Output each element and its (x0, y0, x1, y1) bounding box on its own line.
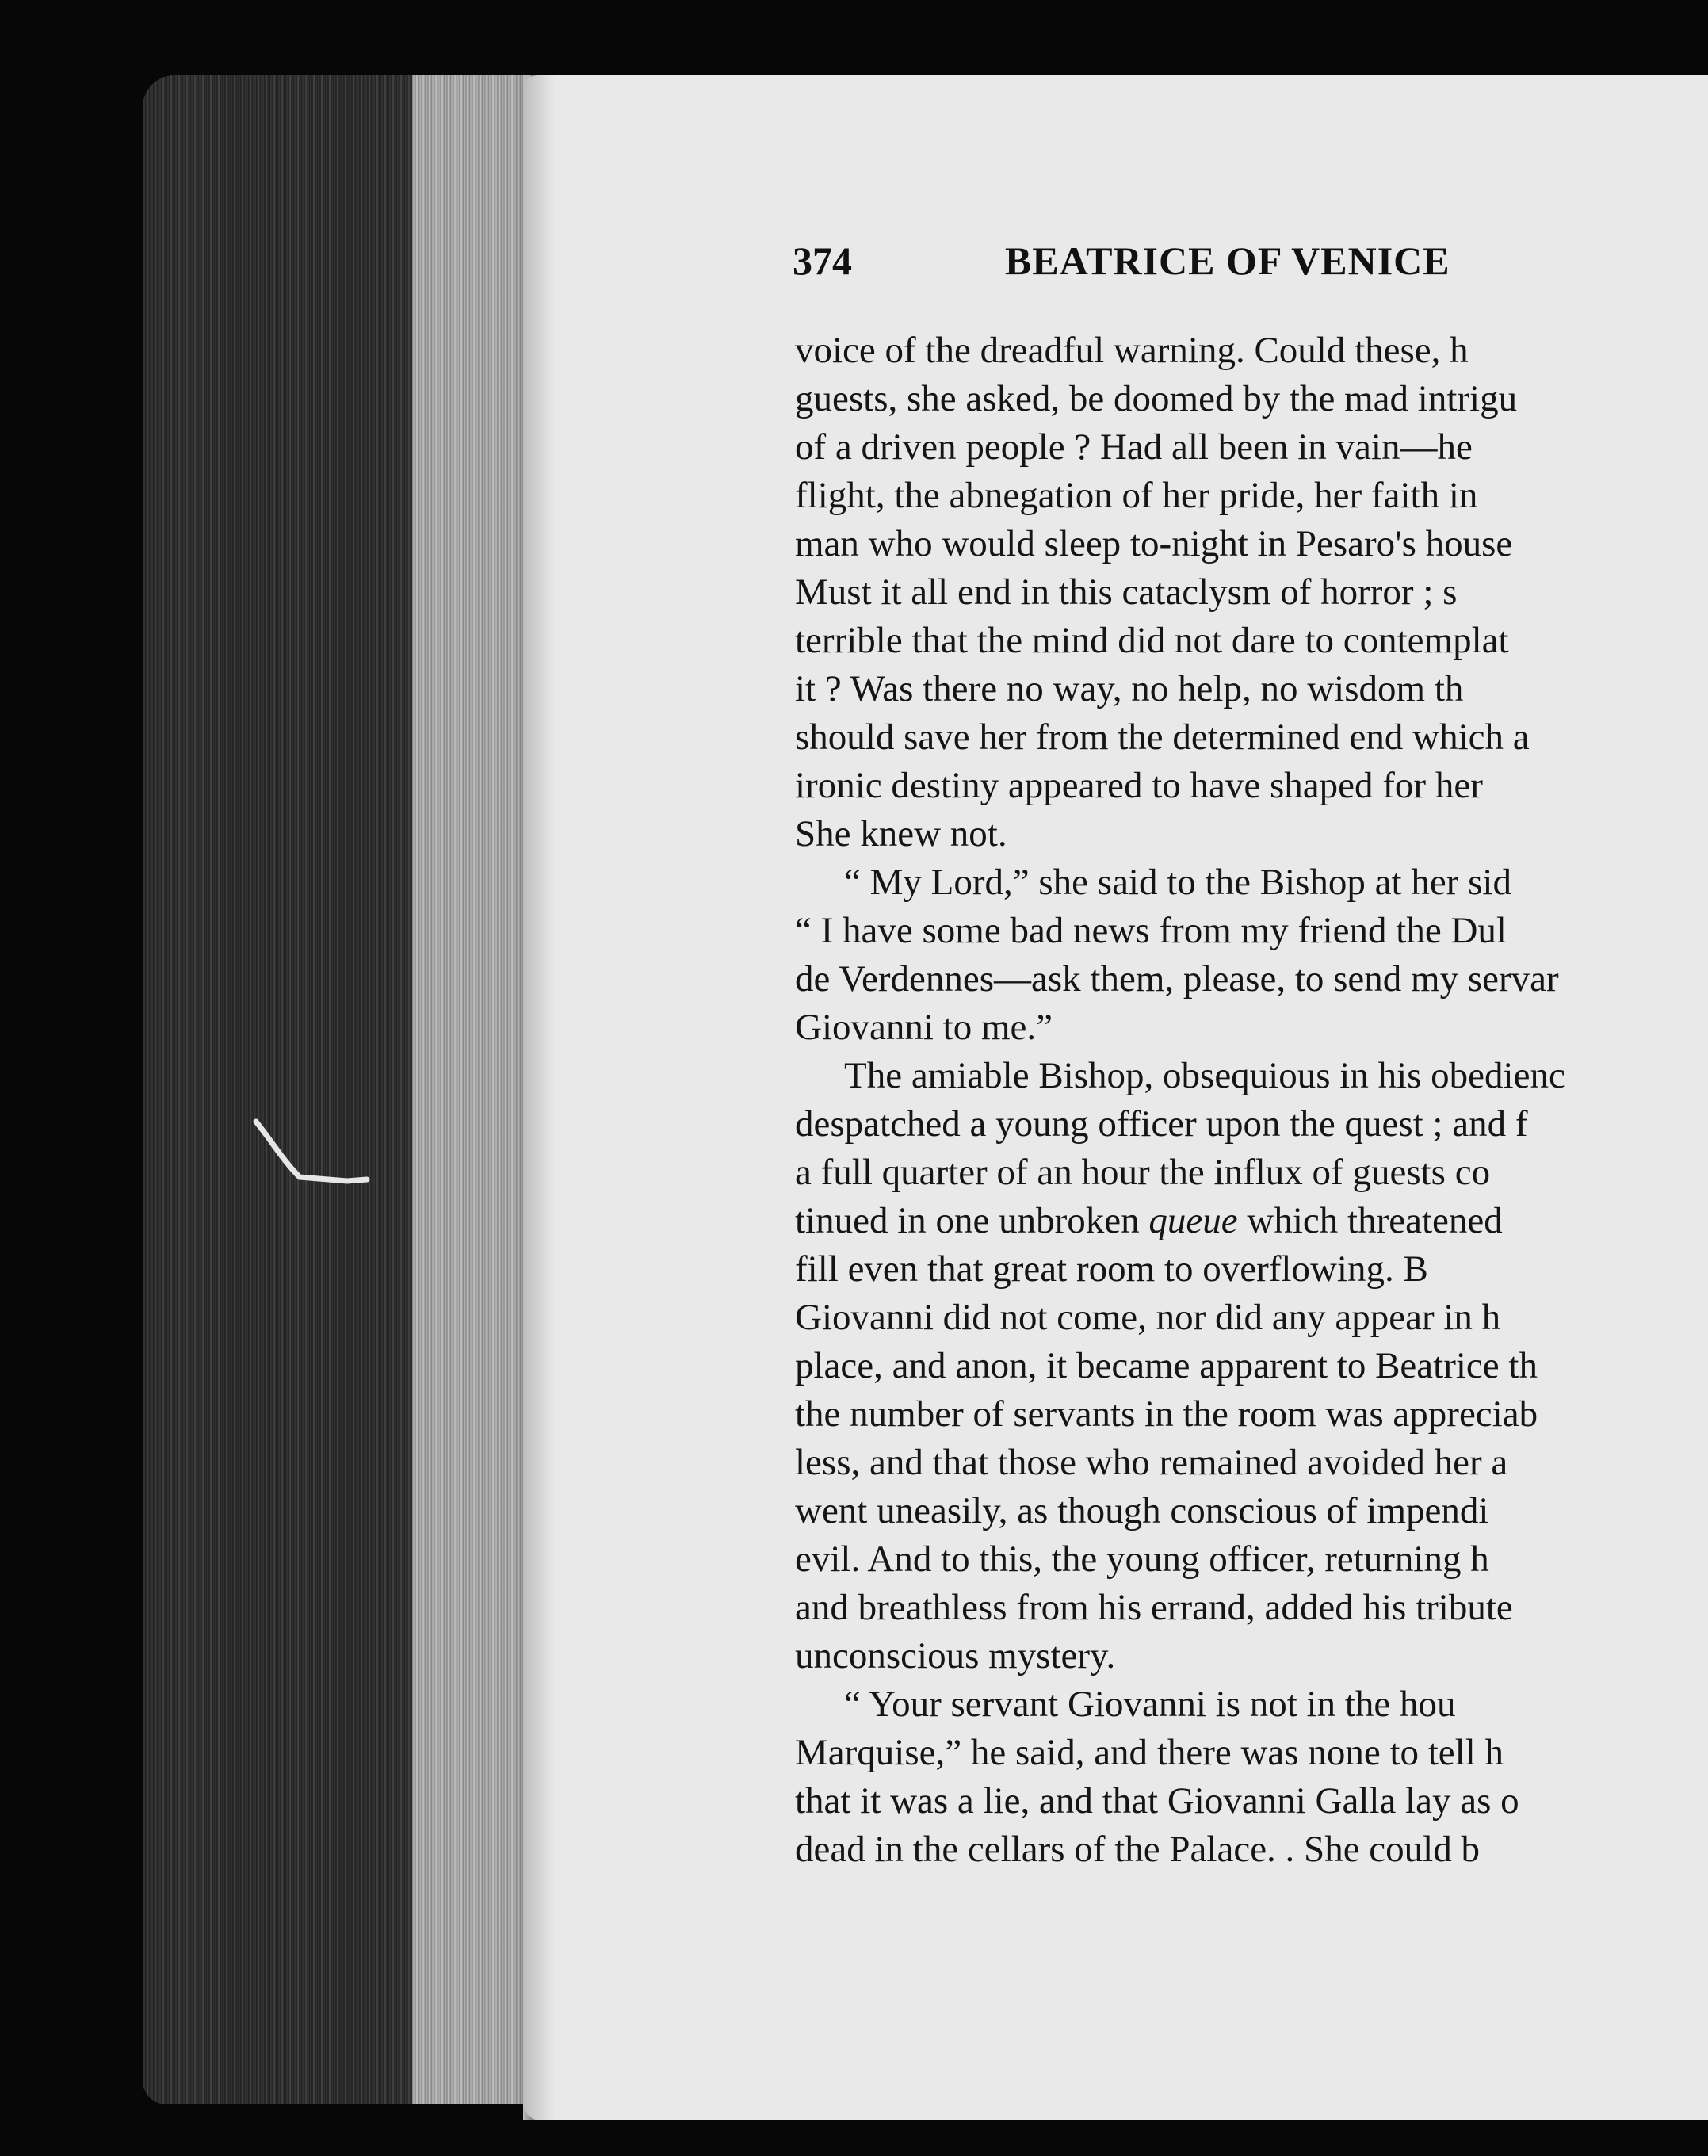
text-line: and breathless from his errand, added his tribute (795, 1587, 1513, 1628)
text-line: a full quarter of an hour the influx of guests co (795, 1152, 1491, 1193)
running-title: BEATRICE OF VENICE (1005, 239, 1450, 283)
text-line: it ? Was there no way, no help, no wisdom th (795, 668, 1464, 709)
text-fragment: tinued in one unbroken (795, 1200, 1140, 1241)
text-line: dead in the cellars of the Palace. . She could b (795, 1829, 1480, 1870)
text-line: the number of servants in the room was appreciab (795, 1393, 1538, 1435)
text-line: evil. And to this, the young officer, returning h (795, 1539, 1489, 1580)
page-number: 374 (793, 239, 852, 283)
text-line: Marquise,” he said, and there was none to tell h (795, 1732, 1504, 1773)
text-line: flight, the abnegation of her pride, her faith in (795, 475, 1478, 516)
text-line: of a driven people ? Had all been in vain—he (795, 426, 1473, 468)
text-line: ironic destiny appeared to have shaped for her (795, 765, 1483, 806)
text-line: Must it all end in this cataclysm of horror ; s (795, 571, 1458, 613)
text-line: “ I have some bad news from my friend the Dul (795, 910, 1507, 951)
page-header (793, 238, 1708, 285)
italic-word: queue (1148, 1200, 1238, 1241)
text-line: de Verdennes—ask them, please, to send my servar (795, 958, 1559, 1000)
text-line: fill even that great room to overflowing. B (795, 1248, 1428, 1290)
text-line: voice of the dreadful warning. Could these, h (795, 330, 1469, 371)
text-line: that it was a lie, and that Giovanni Galla lay as o (795, 1780, 1519, 1822)
body-text (795, 327, 1708, 2070)
text-line: “ My Lord,” she said to the Bishop at her sid (844, 862, 1511, 903)
text-line: despatched a young officer upon the quest ; and f (795, 1103, 1528, 1145)
text-line: “ Your servant Giovanni is not in the hou (844, 1684, 1456, 1725)
text-line: went uneasily, as though conscious of impendi (795, 1490, 1489, 1531)
book-page-edges-light (412, 75, 531, 2104)
text-line: Giovanni did not come, nor did any appear in h (795, 1297, 1501, 1338)
text-line: guests, she asked, be doomed by the mad intrigu (795, 378, 1518, 419)
text-line: place, and anon, it became apparent to Beatrice th (795, 1345, 1538, 1386)
edge-scratch-mark (252, 1118, 371, 1189)
text-line: unconscious mystery. (795, 1635, 1116, 1676)
text-line-with-italic (795, 1197, 1503, 1244)
text-fragment: which threatened (1247, 1200, 1503, 1241)
text-line: man who would sleep to-night in Pesaro's house (795, 523, 1513, 564)
text-line: Giovanni to me.” (795, 1007, 1053, 1048)
text-line: The amiable Bishop, obsequious in his obedienc (844, 1055, 1565, 1096)
text-line: terrible that the mind did not dare to contemplat (795, 620, 1509, 661)
text-line: She knew not. (795, 813, 1007, 854)
text-line: less, and that those who remained avoided her a (795, 1442, 1508, 1483)
text-line: should save her from the determined end which a (795, 717, 1530, 758)
